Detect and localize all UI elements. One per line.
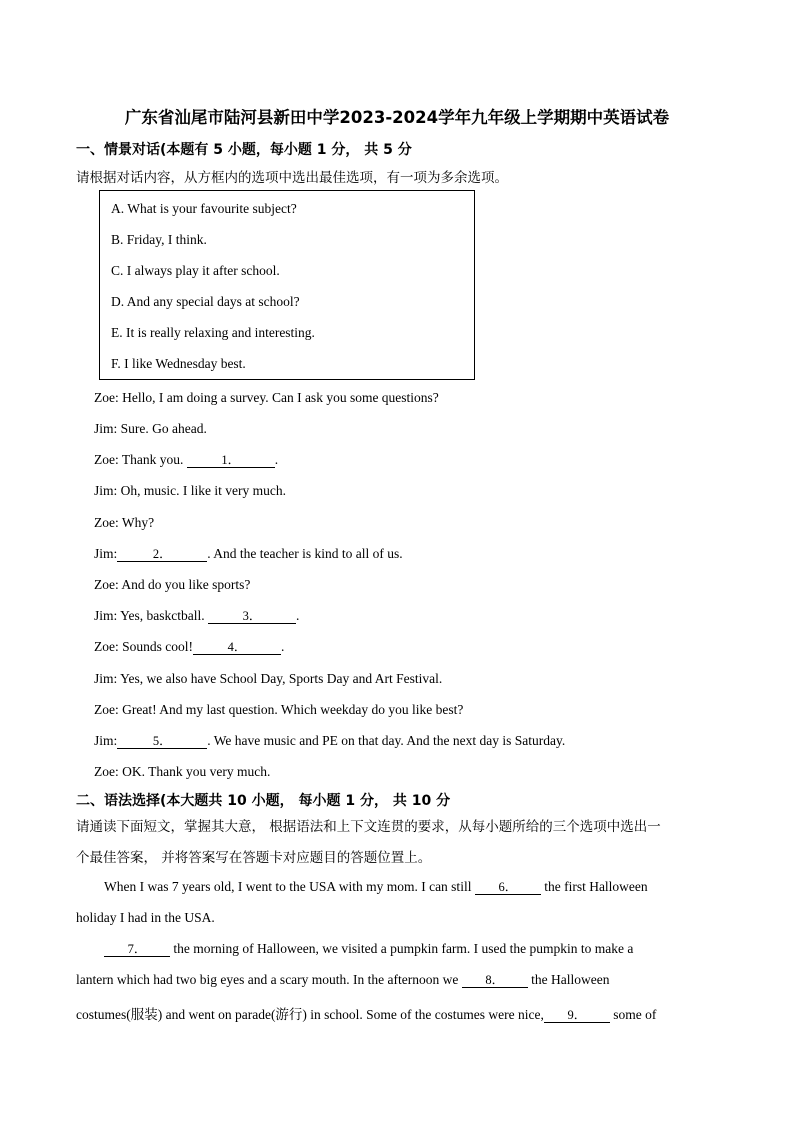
line-text: costumes(服装) and went on parade(游行) in school. Some of the costumes were nice,: [76, 1007, 544, 1022]
line-text: Zoe: Thank you.: [94, 452, 187, 467]
options-box: [99, 190, 475, 380]
dialogue-line: Zoe: Great! And my last question. Which weekday do you like best?: [94, 702, 464, 717]
option-a: A. What is your favourite subject?: [111, 201, 297, 216]
answer-blank-1[interactable]: 1．: [187, 454, 275, 468]
dialogue-line: [94, 639, 284, 655]
answer-blank-5[interactable]: 5．: [117, 735, 207, 749]
line-text: When I was 7 years old, I went to the USA with my mom. I can still: [104, 879, 475, 894]
dialogue-line: [94, 452, 278, 468]
answer-blank-8[interactable]: 8．: [462, 974, 528, 988]
line-text: Jim: Yes, baskctball.: [94, 608, 209, 623]
dialogue-line: Zoe: Hello, I am doing a survey. Can I ask you some questions?: [94, 390, 439, 405]
passage-line: [104, 941, 633, 957]
line-text: Zoe: Sounds cool!: [94, 639, 193, 654]
dialogue-line: Jim: Yes, we also have School Day, Sports Day and Art Festival.: [94, 671, 443, 686]
option-b: B. Friday, I think.: [111, 232, 207, 247]
section2-instruction: 请通读下面短文，掌握其大意， 根据语法和上下文连贯的要求，从每小题所给的三个选项中选出一: [76, 819, 661, 835]
line-text: lantern which had two big eyes and a scary mouth. In the afternoon we: [76, 972, 462, 987]
option-d: D. And any special days at school?: [111, 294, 300, 309]
line-text: . And the teacher is kind to all of us.: [207, 546, 403, 561]
line-text: the morning of Halloween, we visited a pumpkin farm. I used the pumpkin to make a: [170, 941, 634, 956]
dialogue-line: Jim: Oh, music. I like it very much.: [94, 483, 286, 498]
answer-blank-2[interactable]: 2．: [117, 548, 207, 562]
line-text: .: [281, 639, 285, 654]
section2-heading: 二、语法选择(本大题共 10 小题， 每小题 1 分， 共 10 分: [76, 793, 451, 809]
line-text: .: [296, 608, 300, 623]
line-text: the Halloween: [527, 972, 610, 987]
passage-line: [104, 879, 648, 895]
line-text: Jim:: [94, 733, 118, 748]
dialogue-line: Zoe: Why?: [94, 515, 155, 530]
section2-instruction: 个最佳答案， 并将答案写在答题卡对应题目的答题位置上。: [76, 850, 432, 866]
dialogue-line: [94, 733, 565, 749]
option-e: E. It is really relaxing and interesting.: [111, 325, 315, 340]
answer-blank-7[interactable]: 7．: [104, 943, 170, 957]
dialogue-line: [94, 608, 299, 624]
option-c: C. I always play it after school.: [111, 263, 280, 278]
dialogue-line: Jim: Sure. Go ahead.: [94, 421, 207, 436]
answer-blank-6[interactable]: 6．: [475, 881, 541, 895]
exam-title: 广东省汕尾市陆河县新田中学2023-2024学年九年级上学期期中英语试卷: [124, 108, 670, 127]
line-text: .: [274, 452, 279, 467]
passage-line: [76, 1003, 656, 1023]
passage-line: [76, 972, 609, 988]
line-text: some of: [609, 1007, 657, 1022]
line-text: . We have music and PE on that day. And the next day is Saturday.: [207, 733, 566, 748]
dialogue-line: Zoe: And do you like sports?: [94, 577, 251, 592]
line-text: the first Halloween: [540, 879, 648, 894]
passage-line: holiday I had in the USA.: [76, 910, 215, 925]
answer-blank-3[interactable]: 3．: [208, 610, 296, 624]
dialogue-line: [94, 546, 403, 562]
line-text: Jim:: [94, 546, 118, 561]
section1-instruction: 请根据对话内容，从方框内的选项中选出最佳选项，有一项为多余选项。: [76, 170, 508, 186]
dialogue-line: Zoe: OK. Thank you very much.: [94, 764, 271, 779]
answer-blank-9[interactable]: 9．: [544, 1009, 610, 1023]
answer-blank-4[interactable]: 4．: [193, 641, 281, 655]
section1-heading: 一、情景对话(本题有 5 小题，每小题 1 分， 共 5 分: [76, 142, 412, 158]
option-f: F. I like Wednesday best.: [111, 356, 246, 371]
